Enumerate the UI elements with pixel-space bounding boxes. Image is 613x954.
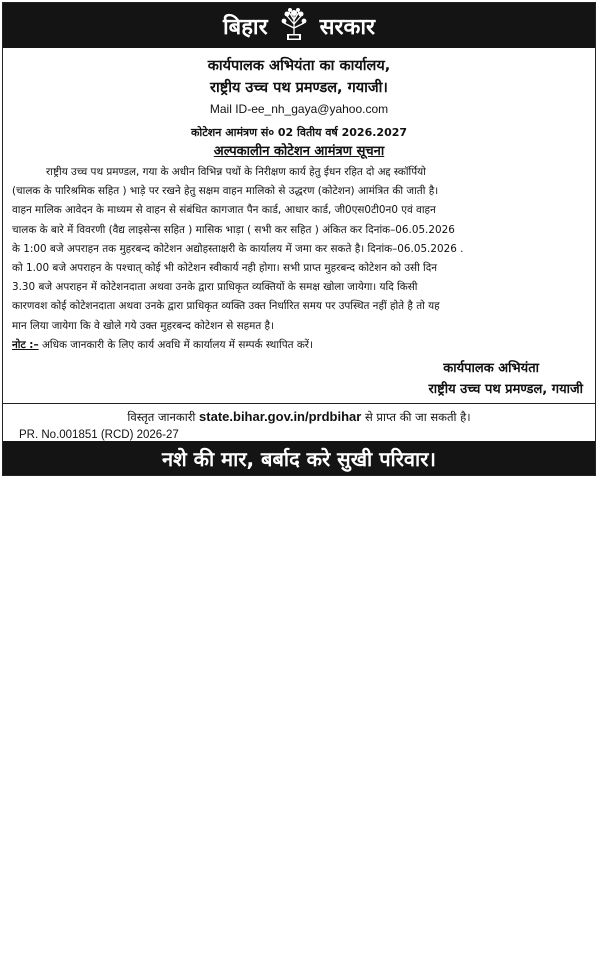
website-link[interactable]: state.bihar.gov.in/prdbihar [199,409,362,424]
slogan-banner [3,441,595,475]
quotation-number: कोटेशन आमंत्रण सं० 02 वितीय वर्ष 2026.2027 [190,126,408,139]
note-text: अधिक जानकारी के लिए कार्य अवधि में कार्यालय में सम्पर्क स्थापित करें। [38,338,313,351]
body-line: के 1:00 बजे अपराहन तक मुहरबन्द कोटेशन अद्योहस्ताक्षरी के कार्यालय में जमा कर सकते है। दिनांक–06.05.2026 . [12,242,464,255]
body-line: (चालक के पारिश्रमिक सहित ) भाड़े पर रखने हेतु सक्षम वाहन मालिको से उद्धरण (कोटेशन) आमंत्रित की जाती है। [12,185,439,198]
signature-block [428,358,583,400]
slogan-text: नशे की मार, बर्बाद करे सुखी परिवार। [162,446,436,471]
notice-title: अल्पकालीन कोटेशन आमंत्रण सूचना [213,144,385,159]
body-line: को 1.00 बजे अपराहन के पश्चात् कोई भी कोटेशन स्वीकार्य नही होगा। सभी प्राप्त मुहरबन्द कोटेशन को उसी दिन [12,262,438,275]
signature-designation: कार्यपालक अभियंता [443,361,539,376]
bodhi-tree-emblem-icon [276,4,312,48]
note-label: नोट :– [12,338,39,351]
header-banner [3,3,595,48]
office-division: राष्ट्रीय उच्च पथ प्रमण्डल, गयाजी। [210,80,388,96]
newspaper-notice [2,2,596,476]
signature-division: राष्ट्रीय उच्च पथ प्रमण्डल, गयाजी [428,382,583,397]
office-mail-id: Mail ID-ee_nh_gaya@yahoo.com [209,102,389,116]
body-line: मान लिया जायेगा कि वे खोले गये उक्त मुहरबन्द कोटेशन से सहमत है। [12,319,275,332]
notice-body [12,163,588,355]
more-info-suffix: से प्राप्त की जा सकती है। [361,410,471,424]
note-line [12,336,588,355]
office-name: कार्यपालक अभियंता का कार्यालय, [207,58,391,74]
pr-number: PR. No.001851 (RCD) 2026-27 [19,429,179,441]
body-line: चालक के बारे में विवरणी (वैद्य लाइसेन्स सहित ) मासिक भाड़ा ( सभी कर सहित ) अंकित कर दिनांक–06.05.2026 [12,223,455,236]
divider [3,403,595,404]
header-left-text: बिहार [222,14,268,40]
body-line: राष्ट्रीय उच्च पथ प्रमण्डल, गया के अधीन विभिन्न पथों के निरीक्षण कार्य हेतु ईधन रहित दो अद्द स्कॉर्पियो [46,166,426,178]
more-info-line [3,409,595,425]
header-right-text: सरकार [319,14,376,40]
body-line: कारणवश कोई कोटेशनदाता अथवा उनके द्वारा प्राधिकृत व्यक्ति उक्त निर्धारित समय पर उपस्थित नहीं होते है तो यह [12,300,440,313]
body-line: वाहन मालिक आवेदन के माध्यम से वाहन से संबंधित कागजात पैन कार्ड, आधार कार्ड, जी0एस0टी0न0 एवं वाहन [12,204,436,217]
more-info-prefix: विस्तृत जानकारी [127,410,200,424]
body-line: 3.30 बजे अपराहन में कोटेशनदाता अथवा उनके द्वारा प्राधिकृत व्यक्तियों के समक्ष खोला जायेगा। यदि किसी [12,281,418,294]
